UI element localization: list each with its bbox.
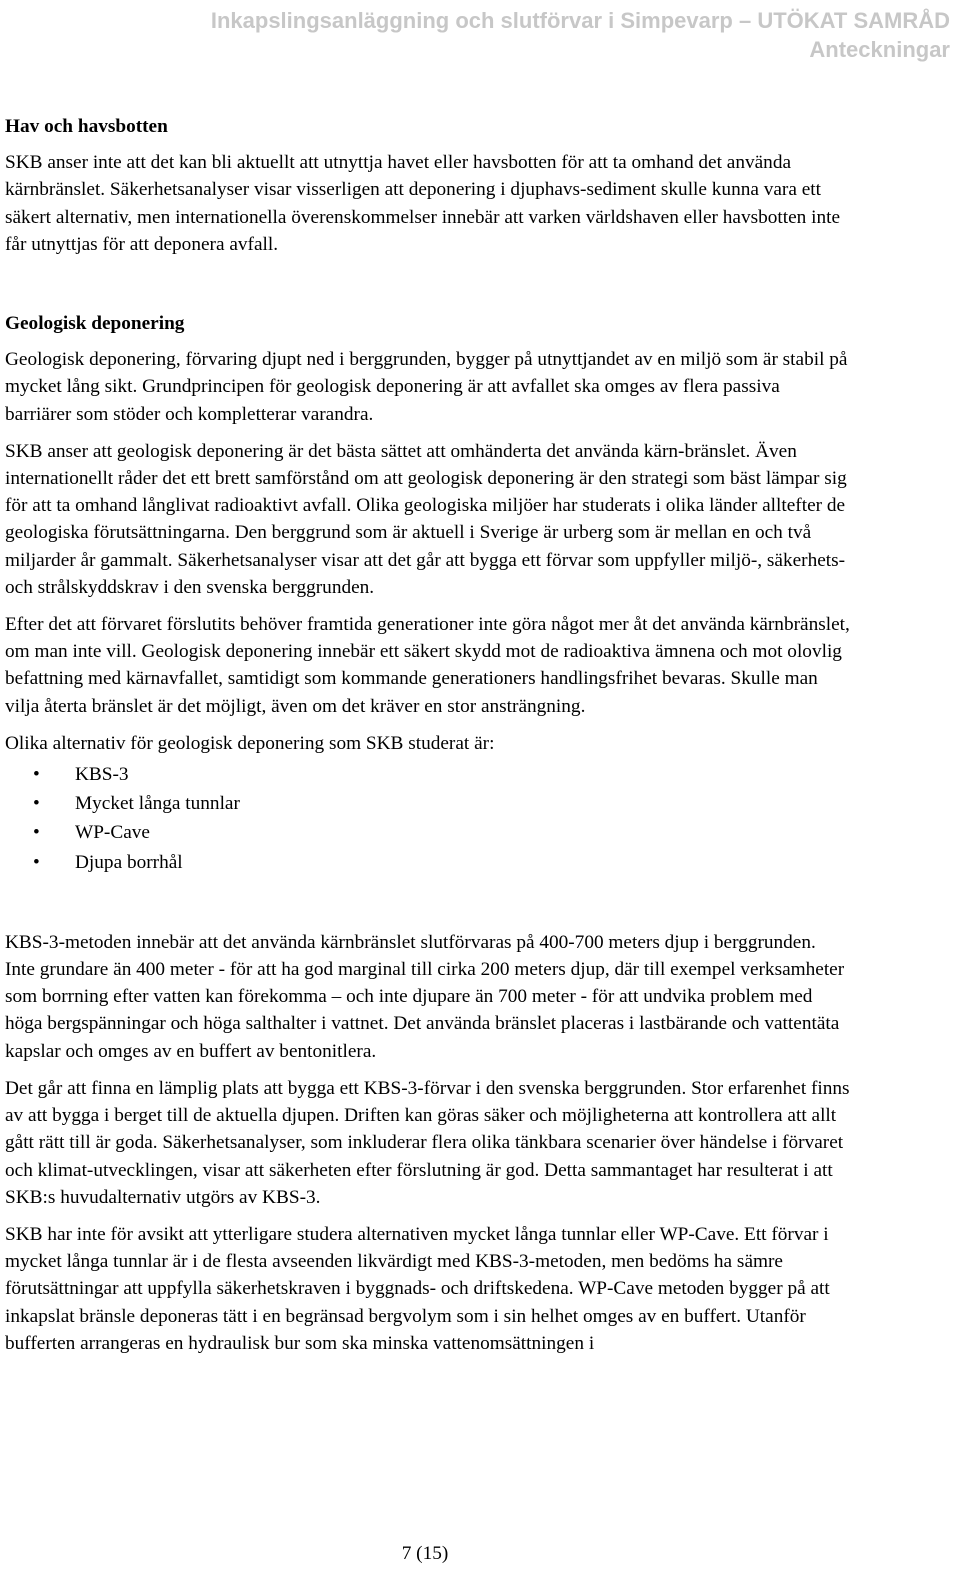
- list-item: [5, 761, 850, 788]
- list-item: [5, 849, 850, 876]
- page-number: 7 (15): [401, 1543, 449, 1564]
- document-title: Inkapslingsanläggning och slutförvar i Simpevarp – UTÖKAT SAMRÅD: [210, 8, 950, 33]
- list-intro: Olika alternativ för geologisk deponering som SKB studerat är:: [5, 732, 495, 754]
- list-item-label: Mycket långa tunnlar: [75, 793, 240, 815]
- paragraph-alternatives: SKB har inte för avsikt att ytterligare studera alternativen mycket långa tunnlar eller WP-Cave. Ett förvar i mycket långa tunnlar är i de flesta avseenden likvärdigt med KBS-3-metoden, men bedöms ha sämre förutsättningar att uppfylla säkerhetskraven i byggnads- och driftskedena. WP-Cave metoden bygger på att inkapslat bränsle deponeras tätt i en begränsad bergvolym som i sin helhet omges av en buffert. Utanför bufferten arrangeras en hydraulisk bur som ska minska vattenomsättningen i: [5, 1223, 830, 1354]
- document-body: [5, 113, 850, 1367]
- list-item: [5, 790, 850, 817]
- list-item: [5, 819, 850, 846]
- page-header: [211, 6, 950, 64]
- bullet-icon: •: [33, 764, 40, 786]
- paragraph-geology-1: Geologisk deponering, förvaring djupt ned i berggrunden, bygger på utnyttjandet av en miljö som är stabil på mycket lång sikt. Grundprincipen för geologisk deponering är att avfallet ska omges av flera passiva barriärer som stöder och kompletterar varandra.: [5, 349, 848, 425]
- bullet-icon: •: [33, 822, 40, 844]
- list-item-label: KBS-3: [75, 764, 129, 786]
- section-heading-geology: Geologisk deponering: [5, 313, 185, 335]
- paragraph-geology-2: SKB anser att geologisk deponering är det bästa sättet att omhänderta det använda kärn-bränslet. Även internationellt råder det ett brett samförstånd om att geologisk deponering är den strategi som bäst lämpar sig för att ta omhand långlivat radioaktivt avfall. Olika geologiska miljöer har studerats i olika länder alltefter de geologiska förutsättningarna. Den berggrund som är aktuell i Sverige är urberg som är mellan en och två miljarder år gammalt. Säkerhetsanalyser visar att det går att bygga ett förvar som uppfyller miljö-, säkerhets- och strålskyddskrav i den svenska berggrunden.: [5, 440, 847, 598]
- paragraph-kbs3-site: Det går att finna en lämplig plats att bygga ett KBS-3-förvar i den svenska berggrunden. Stor erfarenhet finns av att bygga i berget till de aktuella djupen. Driften kan göras säker och möjligheterna att kontrollera att allt gått rätt till är goda. Säkerhetsanalyser, som inkluderar flera olika tänkbara scenarier över händelse i förvaret och klimat-utvecklingen, visar att säkerheten efter förslutning är god. Detta sammantaget har resulterat i att SKB:s huvudalternativ utgörs av KBS-3.: [5, 1077, 850, 1208]
- paragraph-geology-3: Efter det att förvaret förslutits behöver framtida generationer inte göra något mer åt det använda kärnbränslet, om man inte vill. Geologisk deponering innebär ett säkert skydd mot de radioaktiva ämnena och mot olovlig befattning med kärnavfallet, samtidigt som kommande generationers handlingsfrihet bevaras. Skulle man vilja återta bränslet är det möjligt, även om det kräver en stor ansträngning.: [5, 614, 850, 717]
- paragraph-sea-1: SKB anser inte att det kan bli aktuellt att utnyttja havet eller havsbotten för att ta omhand det använda kärnbränslet. Säkerhetsanalyser visar visserligen att deponering i djuphavs-sediment skulle kunna vara ett säkert alternativ, men internationella överenskommelser innebär att varken världshaven eller havsbotten inte får utnyttjas för att deponera avfall.: [5, 152, 841, 255]
- bullet-icon: •: [33, 851, 40, 873]
- alternatives-list: [5, 761, 850, 876]
- paragraph-kbs3: KBS-3-metoden innebär att det använda kärnbränslet slutförvaras på 400-700 meters djup i berggrunden. Inte grundare än 400 meter - för att ha god marginal till cirka 200 meters djup, där till exempel verksamheter som borrning efter vatten kan förekomma – och inte djupare än 700 meter - för att undvika problem med höga bergspänningar och höga salthalter i vattnet. Det använda bränslet placeras i lastbärande och vattentäta kapslar och omges av en buffert av bentonitlera.: [5, 931, 845, 1062]
- list-item-label: WP-Cave: [75, 822, 150, 844]
- bullet-icon: •: [33, 793, 40, 815]
- list-item-label: Djupa borrhål: [75, 851, 183, 873]
- section-heading-sea: Hav och havsbotten: [5, 116, 168, 137]
- document-subtitle: Anteckningar: [809, 37, 950, 62]
